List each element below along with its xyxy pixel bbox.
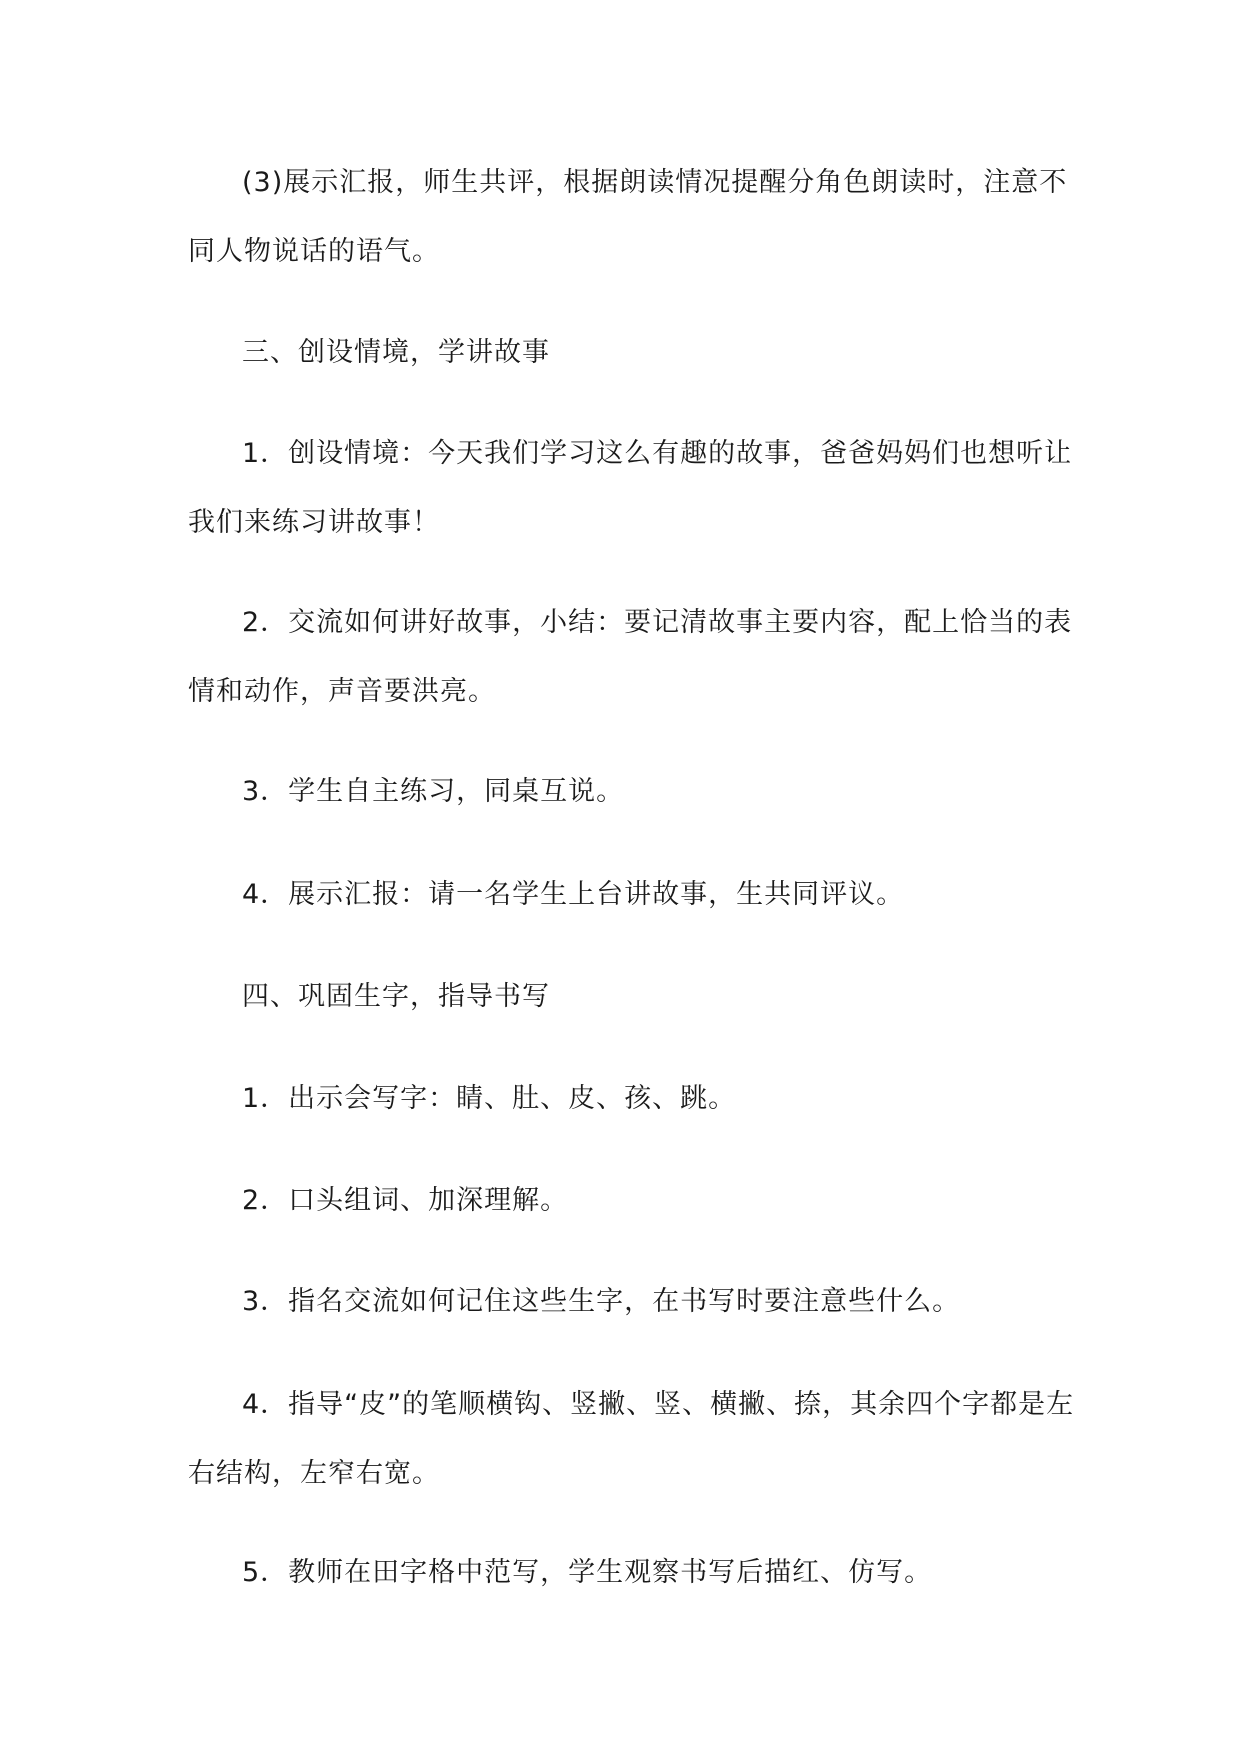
section-heading-writing: 四、巩固生字，指导书写 [242, 981, 550, 1012]
paragraph-create-scenario: 1．创设情境：今天我们学习这么有趣的故事，爸爸妈妈们也想听让我们来练习讲故事！ [188, 438, 1073, 538]
paragraph-practice: 3．学生自主练习，同桌互说。 [242, 776, 625, 807]
paragraph-model-writing: 5．教师在田字格中范写，学生观察书写后描红、仿写。 [242, 1557, 933, 1588]
paragraph-stroke-order: 4．指导“皮”的笔顺横钩、竖撇、竖、横撇、捺，其余四个字都是左右结构，左窄右宽。 [188, 1389, 1075, 1489]
section-heading-storytelling: 三、创设情境，学讲故事 [242, 337, 550, 368]
paragraph-memorize-characters: 3．指名交流如何记住这些生字，在书写时要注意些什么。 [242, 1286, 961, 1317]
paragraph-presentation: 4．展示汇报：请一名学生上台讲故事，生共同评议。 [242, 879, 905, 910]
paragraph-reading-report: (3)展示汇报，师生共评，根据朗读情况提醒分角色朗读时，注意不同人物说话的语气。 [188, 167, 1068, 267]
paragraph-discuss-storytelling: 2．交流如何讲好故事，小结：要记清故事主要内容，配上恰当的表情和动作，声音要洪亮。 [188, 607, 1073, 707]
paragraph-show-characters: 1．出示会写字：睛、肚、皮、孩、跳。 [242, 1083, 737, 1114]
paragraph-word-building: 2．口头组词、加深理解。 [242, 1185, 569, 1216]
